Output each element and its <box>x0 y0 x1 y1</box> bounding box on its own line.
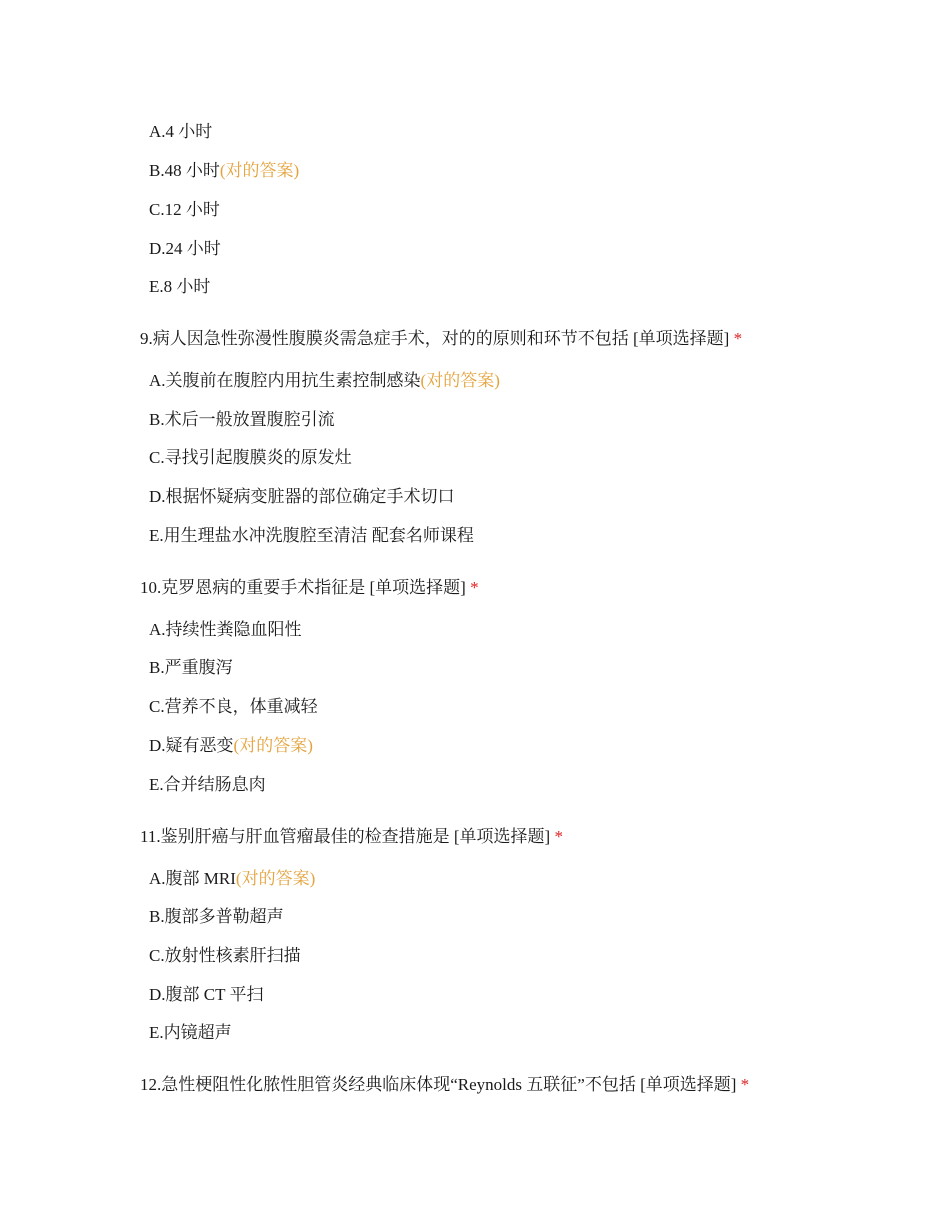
option-text: C.放射性核素肝扫描 <box>149 946 301 965</box>
correct-answer-mark: (对的答案) <box>233 736 313 755</box>
option-item <box>149 657 233 679</box>
option-item <box>149 276 210 298</box>
option-item <box>149 984 263 1006</box>
correct-answer-mark: (对的答案) <box>235 869 316 888</box>
option-text: D.疑有恶变 <box>149 736 234 755</box>
correct-answer-mark: (对的答案) <box>219 161 300 180</box>
option-item <box>149 525 474 547</box>
option-text: A.关腹前在腹腔内用抗生素控制感染 <box>149 371 421 390</box>
option-item <box>149 160 299 182</box>
option-item <box>149 486 455 508</box>
option-text: D.24 小时 <box>149 239 221 258</box>
question-text: 11.鉴别肝癌与肝血管瘤最佳的检查措施是 [单项选择题] <box>140 827 551 846</box>
option-text: C.寻找引起腹膜炎的原发灶 <box>149 448 352 467</box>
option-text: A.腹部 MRI <box>149 869 236 888</box>
option-item <box>149 199 220 221</box>
option-item <box>149 370 500 392</box>
question-title <box>140 328 742 350</box>
question-title <box>140 577 479 599</box>
option-text: E.内镜超声 <box>149 1023 232 1042</box>
option-item <box>149 238 221 260</box>
question-title <box>140 826 563 848</box>
option-text: E.用生理盐水冲洗腹腔至清洁 配套名师课程 <box>149 526 474 545</box>
option-item <box>149 619 302 641</box>
option-text: A.持续性粪隐血阳性 <box>149 620 302 639</box>
option-text: C.12 小时 <box>149 200 220 219</box>
option-text: B.腹部多普勒超声 <box>149 907 284 926</box>
option-text: B.术后一般放置腹腔引流 <box>149 410 335 429</box>
required-mark: * <box>740 1075 750 1094</box>
required-mark: * <box>554 827 563 846</box>
option-text: A.4 小时 <box>149 122 213 141</box>
option-text: E.合并结肠息肉 <box>149 775 266 794</box>
correct-answer-mark: (对的答案) <box>420 371 500 390</box>
question-text: 10.克罗恩病的重要手术指征是 [单项选择题] <box>140 578 466 597</box>
option-item <box>149 906 284 928</box>
option-text: C.营养不良，体重减轻 <box>149 697 318 716</box>
option-text: E.8 小时 <box>149 277 211 296</box>
option-text: D.根据怀疑病变脏器的部位确定手术切口 <box>149 487 455 506</box>
option-item <box>149 945 301 967</box>
option-item <box>149 447 352 469</box>
option-item <box>149 1022 232 1044</box>
question-text: 9.病人因急性弥漫性腹膜炎需急症手术，对的的原则和环节不包括 [单项选择题] <box>140 329 730 348</box>
required-mark: * <box>470 578 479 597</box>
option-item <box>149 409 335 431</box>
option-text: B.严重腹泻 <box>149 658 233 677</box>
required-mark: * <box>733 329 743 348</box>
question-title <box>140 1074 749 1096</box>
option-item <box>149 774 266 796</box>
option-item <box>149 868 315 890</box>
option-item <box>149 735 313 757</box>
option-item <box>149 121 212 143</box>
option-text: D.腹部 CT 平扫 <box>149 985 264 1004</box>
question-text: 12.急性梗阻性化脓性胆管炎经典临床体现“Reynolds 五联征”不包括 [单项选择题] <box>140 1075 737 1094</box>
option-text: B.48 小时 <box>149 161 220 180</box>
option-item <box>149 696 318 718</box>
